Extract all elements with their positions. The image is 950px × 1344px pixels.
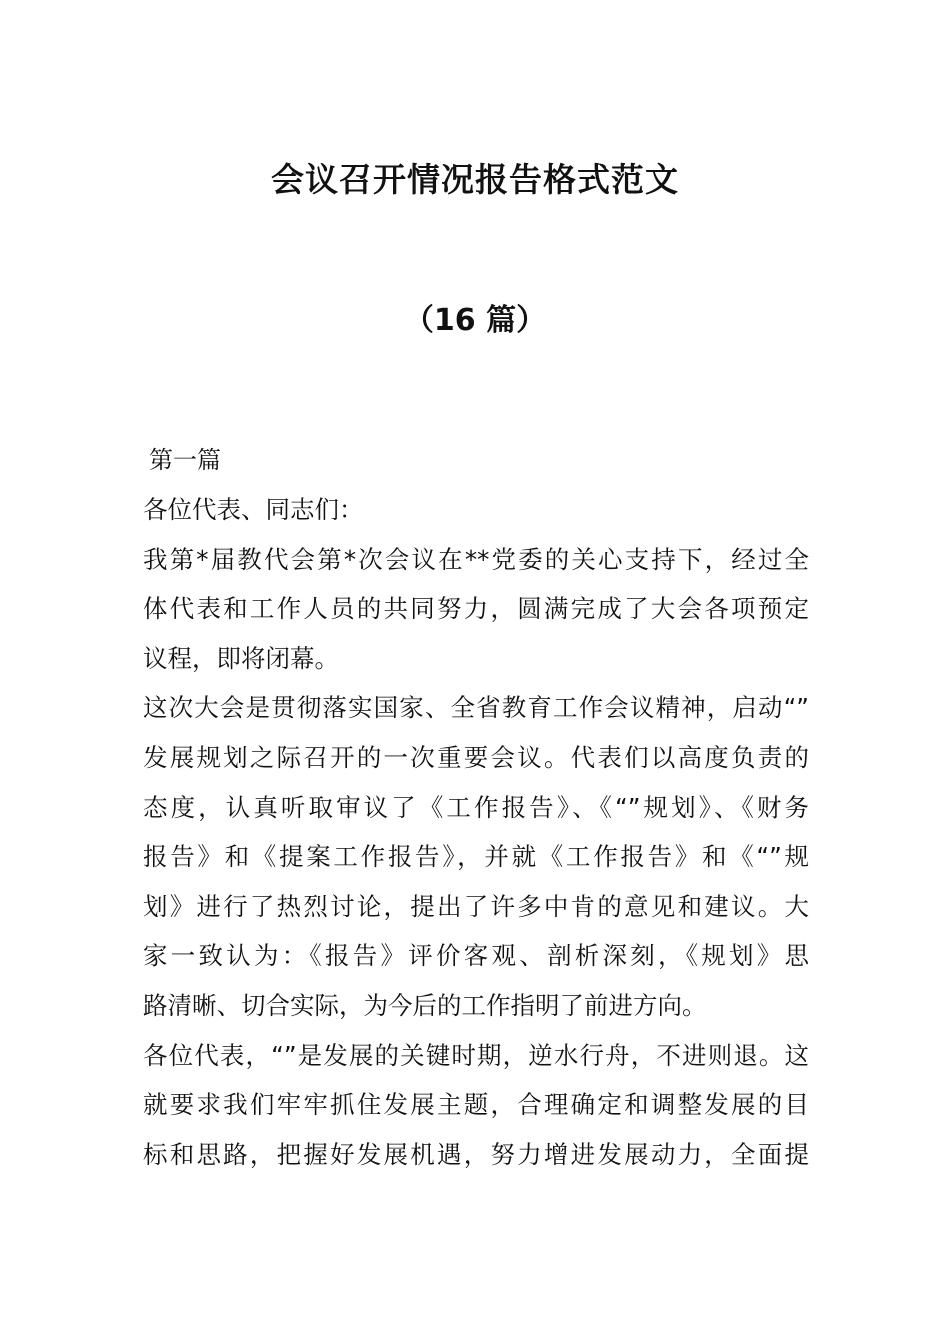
body-line: 发展规划之际召开的一次重要会议。代表们以高度负责的: [143, 742, 809, 772]
section-label: 第一篇: [149, 446, 221, 474]
body-line: 划》进行了热烈讨论，提出了许多中肯的意见和建议。大: [143, 891, 809, 921]
body-line: 态度，认真听取审议了《工作报告》、《“”规划》、《财务: [143, 792, 809, 822]
body-line: 议程，即将闭幕。: [143, 643, 339, 673]
body-lines: [143, 485, 809, 1179]
body-line: 报告》和《提案工作报告》，并就《工作报告》和《“”规: [143, 842, 809, 872]
document-subtitle: （16 篇）: [403, 303, 547, 338]
body-line: 体代表和工作人员的共同努力，圆满完成了大会各项预定: [143, 594, 809, 624]
body-line: 就要求我们牢牢抓住发展主题，合理确定和调整发展的目: [143, 1090, 809, 1120]
body-line: 家一致认为：《报告》评价客观、剖析深刻，《规划》思: [143, 941, 809, 971]
document-body: [143, 436, 809, 1179]
document-title: 会议召开情况报告格式范文: [271, 160, 679, 199]
body-line: 这次大会是贯彻落实国家、全省教育工作会议精神，启动“”: [143, 693, 809, 723]
body-line: 标和思路，把握好发展机遇，努力增进发展动力，全面提: [143, 1139, 809, 1169]
body-line: 各位代表、同志们：: [143, 495, 364, 524]
body-line: 各位代表，“”是发展的关键时期，逆水行舟，不进则退。这: [143, 1040, 809, 1070]
body-line: 我第*届教代会第*次会议在**党委的关心支持下，经过全: [143, 544, 809, 574]
body-line: 路清晰、切合实际，为今后的工作指明了前进方向。: [143, 990, 707, 1020]
